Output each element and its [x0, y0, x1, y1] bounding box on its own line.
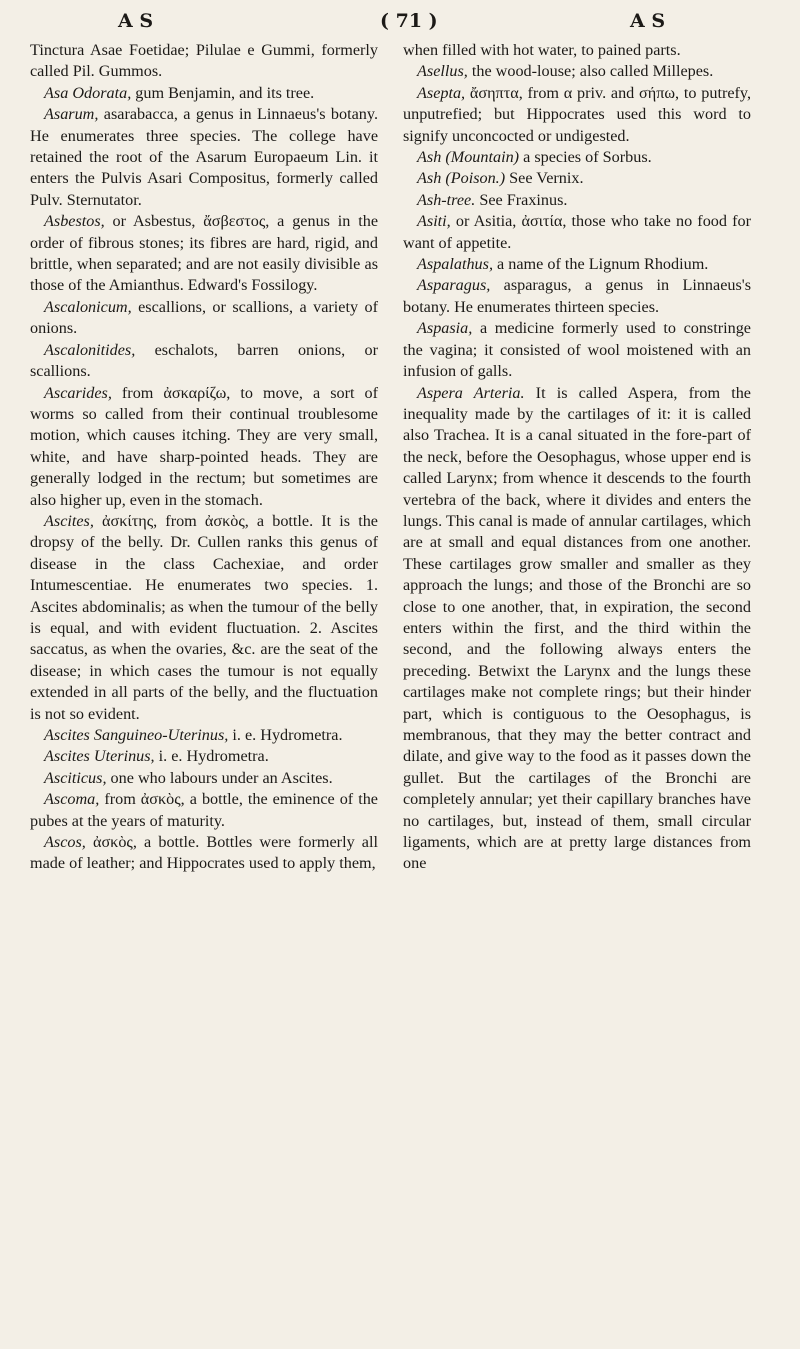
- page-number: ( 71 ): [380, 10, 438, 32]
- entry-headword: Aspalathus,: [417, 255, 493, 274]
- dictionary-entry: [30, 511, 378, 725]
- entry-headword: Asbestos,: [44, 212, 105, 231]
- entry-text: asparagus, a genus in Linnaeus's botany. He enumerates thirteen species.: [403, 276, 751, 316]
- dictionary-entry: [30, 297, 378, 340]
- dictionary-entry: [30, 725, 378, 746]
- header-right: A S: [630, 10, 666, 32]
- dictionary-entry: [30, 746, 378, 767]
- entry-text: a species of Sorbus.: [519, 148, 652, 167]
- entry-text: escallions, or scallions, a variety of onions.: [30, 297, 378, 338]
- entry-text: i. e. Hydrometra.: [154, 747, 269, 766]
- dictionary-entry: [403, 61, 751, 82]
- entry-headword: Asepta,: [417, 83, 466, 102]
- entry-text: one who labours under an Ascites.: [106, 768, 333, 787]
- dictionary-entry: [30, 211, 378, 297]
- entry-text: or Asitia, ἀσιτία, those who take no food for want of appetite.: [403, 212, 751, 252]
- running-header: [0, 10, 800, 38]
- entry-text: when filled with hot water, to pained parts.: [403, 41, 681, 59]
- entry-text: or Asbestus, ἄσβεστος, a genus in the order of fibrous stones; its fibres are hard, rigid, and brittle, when separated; and are not easily divisible as those of the Amianthus. Edward's Fossilogy.: [30, 212, 378, 295]
- entry-text: the wood-louse; also called Millepes.: [467, 62, 714, 81]
- entry-text: See Vernix.: [505, 169, 584, 188]
- dictionary-entry: [30, 340, 378, 383]
- dictionary-entry: [30, 104, 378, 211]
- entry-text: Tinctura Asae Foetidae; Pilulae e Gummi, formerly called Pil. Gummos.: [30, 41, 378, 81]
- dictionary-entry: [403, 383, 751, 875]
- entry-text: asarabacca, a genus in Linnaeus's botany. He enumerates three species. The college have retained the root of the Asarum Europaeum Lin. it enters the Pulvis Asari Compositus, formerly called Pulv. Sternutator.: [30, 105, 378, 209]
- dictionary-entry: [403, 211, 751, 254]
- dictionary-entry: [30, 832, 378, 875]
- dictionary-entry: [403, 318, 751, 382]
- entry-text: It is called Aspera, from the inequality made by the cartilages of it: it is called also Trachea. It is a canal situated in the fore-part of the neck, before the Oesophagus, whose upper end is called Larynx; from whence it descends to the fourth vertebra of the back, where it divides and enters the lungs. This canal is made of annular cartilages, which are at small and equal distances from one another. These cartilages grow smaller and smaller as they approach the lungs; and those of the Bronchi are so close to one another, that, in expiration, the second enters within the first, and the third within the second, and the following always enters the preceding. Betwixt the Larynx and the lungs these cartilages make not complete rings; but their hinder part, which is contiguous to the Oesophagus, is membranous, that they may the better contract and dilate, and give way to the food as it passes down the gullet. But the cartilages of the Bronchi are completely annular; yet their capillary branches have no cartilages, but, instead of them, small circular ligaments, which are at pretty large distances from one: [403, 383, 751, 873]
- entry-text: gum Benjamin, and its tree.: [131, 83, 315, 102]
- entry-text: i. e. Hydrometra.: [228, 726, 343, 744]
- entry-text: from ἀσκαρίζω, to move, a sort of worms so called from their continual troublesome motion, which causes itching. They are very small, white, and have sharp-pointed heads. They are generally lodged in the rectum; but sometimes are also higher up, even in the stomach.: [30, 383, 378, 509]
- entry-headword: Aspasia,: [417, 319, 473, 338]
- entry-headword: Ascites Sanguineo-Uterinus,: [44, 726, 229, 744]
- entry-headword: Asarum,: [44, 105, 99, 124]
- dictionary-entry: [30, 83, 378, 104]
- dictionary-entry: [403, 83, 751, 147]
- right-column: [403, 40, 751, 875]
- entry-headword: Ash (Mountain): [417, 148, 520, 167]
- entry-text: eschalots, barren onions, or scallions.: [30, 340, 378, 381]
- entry-text: See Fraxinus.: [475, 190, 568, 209]
- entry-headword: Ascoma,: [44, 790, 100, 809]
- entry-headword: Ascarides,: [44, 383, 112, 402]
- dictionary-entry: [403, 40, 751, 61]
- entry-text: ἀσκίτης, from ἀσκὸς, a bottle. It is the dropsy of the belly. Dr. Cullen ranks this genus of disease in the class Cachexiae, and order Intumescentiae. He enumerates two species. 1. Ascites abdominalis; as when the tumour of the belly is equal, and with evident fluctuation. 2. Ascites saccatus, as when the ovaries, &c. are the seat of the disease; in which cases the tumour is not equally extended in all parts of the belly, and the fluctuation is not so evident.: [30, 511, 378, 723]
- dictionary-entry: [30, 789, 378, 832]
- entry-headword: Ash-tree.: [417, 190, 476, 209]
- entry-headword: Ascites Uterinus,: [44, 747, 155, 766]
- entry-text: a name of the Lignum Rhodium.: [493, 255, 709, 274]
- entry-text: a medicine formerly used to constringe the vagina; it consisted of wool moistened with an infusion of galls.: [403, 319, 751, 381]
- entry-headword: Ascites,: [44, 511, 94, 530]
- entry-text: ἀσκὸς, a bottle. Bottles were formerly all made of leather; and Hippocrates used to apply them,: [30, 833, 378, 873]
- entry-headword: Ascalonitides,: [44, 340, 136, 359]
- entry-headword: Ash (Poison.): [417, 169, 506, 188]
- entry-text: ἄσηπτα, from α priv. and σήπω, to putrefy, unputrefied; but Hippocrates used this word to signify unconcocted or undigested.: [403, 83, 751, 145]
- entry-headword: Aspera Arteria.: [417, 383, 525, 402]
- entry-headword: Asa Odorata,: [44, 83, 132, 102]
- dictionary-entry: [403, 147, 751, 168]
- entry-headword: Asiti,: [417, 212, 451, 231]
- entry-headword: Asciticus,: [44, 768, 107, 787]
- entry-headword: Ascos,: [44, 833, 86, 852]
- entry-headword: Asellus,: [417, 62, 468, 81]
- dictionary-entry: [30, 768, 378, 789]
- entry-text: from ἀσκὸς, a bottle, the eminence of the pubes at the years of maturity.: [30, 790, 378, 830]
- header-left: A S: [118, 10, 154, 32]
- dictionary-entry: [403, 275, 751, 318]
- dictionary-entry: [30, 40, 378, 83]
- dictionary-entry: [403, 254, 751, 275]
- entry-headword: Asparagus,: [417, 276, 491, 295]
- dictionary-entry: [30, 383, 378, 511]
- left-column: [30, 40, 378, 875]
- dictionary-entry: [403, 190, 751, 211]
- dictionary-entry: [403, 168, 751, 189]
- entry-headword: Ascalonicum,: [44, 297, 132, 316]
